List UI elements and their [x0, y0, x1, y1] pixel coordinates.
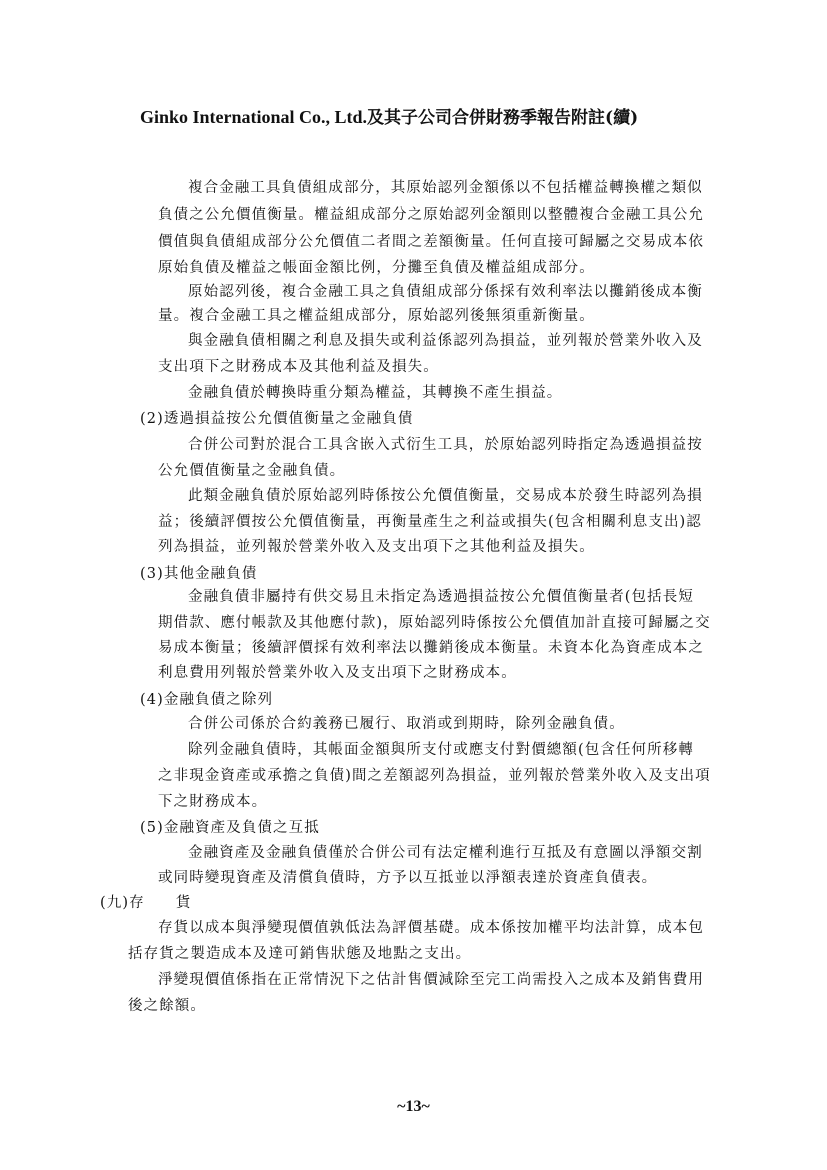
- paragraph-line: 淨變現價值係指在正常情況下之估計售價減除至完工尚需投入之成本及銷售費用: [158, 972, 704, 988]
- section-heading: (九)存 貨: [100, 895, 192, 911]
- page-number: ~13~: [397, 1098, 430, 1115]
- paragraph-line: 公允價值衡量之金融負債。: [158, 463, 346, 479]
- paragraph-line: 括存貨之製造成本及達可銷售狀態及地點之支出。: [128, 946, 472, 962]
- paragraph-line: 支出項下之財務成本及其他利益及損失。: [158, 359, 439, 375]
- paragraph-line: 或同時變現資產及清償負債時，方予以互抵並以淨額表達於資產負債表。: [158, 870, 658, 886]
- paragraph-line: 價值與負債組成部分公允價值二者間之差額衡量。任何直接可歸屬之交易成本依: [158, 234, 704, 250]
- paragraph-line: 後之餘額。: [128, 998, 206, 1014]
- paragraph-line: 此類金融負債於原始認列時係按公允價值衡量，交易成本於發生時認列為損: [188, 488, 703, 504]
- paragraph-line: 列為損益，並列報於營業外收入及支出項下之其他利益及損失。: [158, 539, 595, 555]
- paragraph-line: 之非現金資產或承擔之負債)間之差額認列為損益，並列報於營業外收入及支出項: [158, 768, 711, 784]
- paragraph-line: 金融資產及金融負債僅於合併公司有法定權利進行互抵及有意圖以淨額交割: [188, 845, 703, 861]
- paragraph-line: 量。複合金融工具之權益組成部分，原始認列後無須重新衡量。: [158, 308, 595, 324]
- header-title-suffix: 及其子公司合併財務季報告附註(續): [367, 108, 639, 128]
- paragraph-line: 金融負債非屬持有供交易且未指定為透過損益按公允價值衡量者(包括長短: [188, 589, 694, 605]
- section-heading: (4)金融負債之除列: [140, 692, 274, 708]
- paragraph-line: 易成本衡量；後續評價採有效利率法以攤銷後成本衡量。未資本化為資產成本之: [158, 640, 704, 656]
- paragraph-line: 除列金融負債時，其帳面金額與所支付或應支付對價總額(包含任何所移轉: [188, 742, 694, 758]
- page-header: [140, 103, 740, 128]
- section-heading: (5)金融資產及負債之互抵: [140, 820, 320, 836]
- paragraph-line: 原始認列後，複合金融工具之負債組成部分係採有效利率法以攤銷後成本衡: [188, 284, 703, 300]
- paragraph-line: 合併公司對於混合工具含嵌入式衍生工具，於原始認列時指定為透過損益按: [188, 437, 703, 453]
- section-heading: (3)其他金融負債: [140, 566, 258, 582]
- paragraph-line: 原始負債及權益之帳面金額比例，分攤至負債及權益組成部分。: [158, 260, 595, 276]
- section-heading: (2)透過損益按公允價值衡量之金融負債: [140, 411, 414, 427]
- paragraph-line: 存貨以成本與淨變現價值孰低法為評價基礎。成本係按加權平均法計算，成本包: [158, 920, 704, 936]
- paragraph-line: 與金融負債相關之利息及損失或利益係認列為損益，並列報於營業外收入及: [188, 333, 703, 349]
- paragraph-line: 複合金融工具負債組成部分，其原始認列金額係以不包括權益轉換權之類似: [188, 180, 703, 196]
- paragraph-line: 負債之公允價值衡量。權益組成部分之原始認列金額則以整體複合金融工具公允: [158, 207, 704, 223]
- paragraph-line: 下之財務成本。: [158, 794, 268, 810]
- paragraph-line: 益；後續評價按公允價值衡量，再衡量產生之利益或損失(包含相關利息支出)認: [158, 514, 702, 530]
- paragraph-line: 期借款、應付帳款及其他應付款)，原始認列時係按公允價值加計直接可歸屬之交: [158, 615, 711, 631]
- company-name: Ginko International Co., Ltd.: [140, 107, 368, 127]
- paragraph-line: 合併公司係於合約義務已履行、取消或到期時，除列金融負債。: [188, 716, 625, 732]
- paragraph-line: 利息費用列報於營業外收入及支出項下之財務成本。: [158, 665, 517, 681]
- paragraph-line: 金融負債於轉換時重分類為權益，其轉換不產生損益。: [188, 385, 563, 401]
